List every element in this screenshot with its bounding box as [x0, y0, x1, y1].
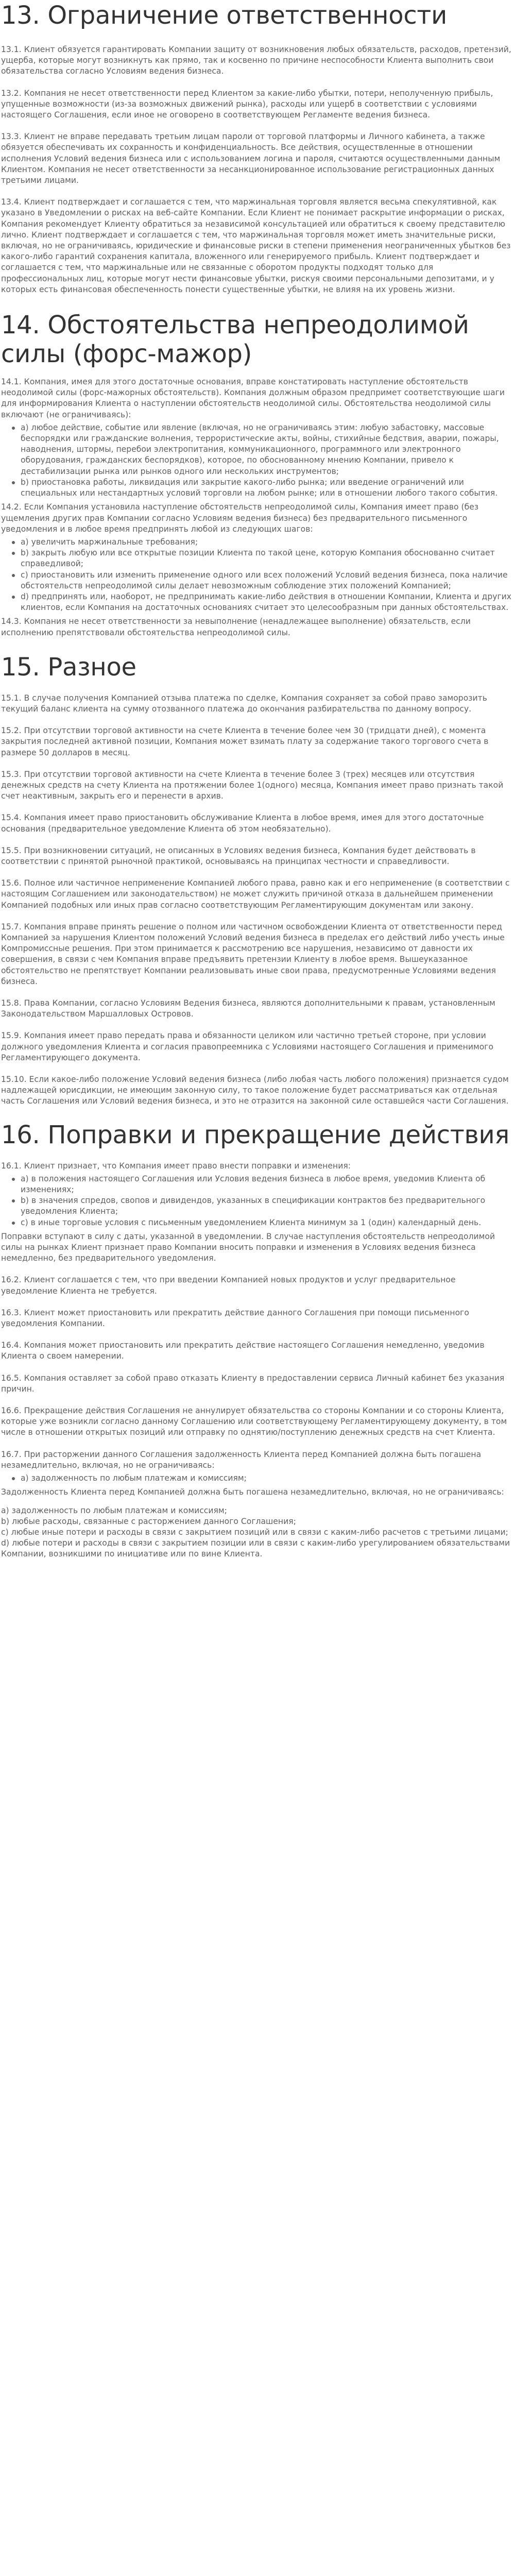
clause-16-2: 16.2. Клиент соглашается с тем, что при введении Компанией новых продуктов и услуг предварительное уведомление Клиента не требуется. — [1, 1275, 456, 1296]
clause-15-8: 15.8. Права Компании, согласно Условиям Ведения бизнеса, являются дополнительными к правам, установленным Законодательством Маршалловых Островов. — [1, 998, 495, 1019]
tail-item: d) любые потери и расходы в связи с закрытием позиции или в связи с каким-либо урегулированием обязательствами Компании, возникшими по инициативе или по вине Клиента. — [1, 1538, 510, 1559]
clause-14-3: 14.3. Компания не несет ответственности за невыполнение (ненадлежащее выполнение) обязательств, если исполнению препятствовали обстоятельства непреодолимой силы. — [1, 617, 471, 637]
list-item: b) в значения спредов, свопов и дивидендов, указанных в спецификации контрактов без предварительного уведомления Клиента; — [21, 1195, 513, 1217]
tail-item: b) любые расходы, связанные с расторжением данного Соглашения; — [1, 1516, 296, 1526]
section-14-title: 14. Обстоятельства непреодолимой силы (форс-мажор) — [1, 311, 469, 369]
list-item: a) в положения настоящего Соглашения или Условия ведения бизнеса в любое время, уведомив Клиента об изменениях; — [21, 1174, 513, 1195]
clause-16-1: 16.1. Клиент признает, что Компания имеет право внести поправки и изменения: — [1, 1161, 351, 1171]
clause-16-7: 16.7. При расторжении данного Соглашения задолженность Клиента перед Компанией должна быть погашена незамедлительно, включая, но не ограничиваясь: — [1, 1449, 482, 1470]
section-13 — [1, 1, 513, 295]
section-16-title: 16. Поправки и прекращение действия — [1, 1120, 510, 1149]
clause-16-7-tail — [1, 1487, 513, 1560]
clause-16-1-after: Поправки вступают в силу с даты, указанной в уведомлении. В случае наступления обстоятельств непреодолимой силы на рынках Клиент признает право Компании вносить поправки и изменения в Условиях ведения бизнеса немедленно, без предварительного уведомления. — [1, 1231, 495, 1263]
clause-15-10: 15.10. Если какое-либо положение Условий ведения бизнеса (либо любая часть любого положения) признается судом надлежащей юрисдикции, не имеющим законную силу, то такое положение будет рассматриваться как отдельная часть Соглашения или Условий ведения бизнеса, и это не отразится на законной силе оставшейся части Соглашения. — [1, 1075, 509, 1106]
clause-14-1-list — [1, 422, 513, 499]
list-item: a) увеличить маржинальные требования; — [21, 537, 513, 548]
clause-13-2: 13.2. Компания не несет ответственности перед Клиентом за какие-либо убытки, потери, неполученную прибыль, упущенные возможности (из-за возможных движений рынка), расходы или ущерб в соответствии с условиями настоящего Соглашения, если иное не оговорено в соответствующем Регламенте ведения бизнеса. — [1, 88, 493, 120]
clause-13-4: 13.4. Клиент подтверждает и соглашается с тем, что маржинальная торговля является весьма спекулятивной, как указано в Уведомлении о рисках на веб-сайте Компании. Если Клиент не понимает раскрытие информации о рисках, Компания рекомендует Клиенту обратиться за независимой консультацией или обратиться к своему представителю лично. Клиент подтверждает и соглашается с тем, что маржинальная торговля может иметь значительные риски, включая, но не ограничиваясь, юридические и финансовые риски в степени применения неограниченных убытков без какого-либо гарантий сохранения капитала, вложенного или генерируемого прибыль. Клиент подтверждает и соглашается с тем, что маржинальные или не связанные с оборотом продукты подходят только для профессиональных лиц, которые могут нести финансовые убытки, рискуя своими персональными депозитами, и у которых есть финансовая обеспеченность понести существенные убытки, не влияя на их уровень жизни. — [1, 197, 511, 294]
tail-item: a) задолженность по любым платежам и комиссиям; — [1, 1505, 227, 1515]
clause-13-1: 13.1. Клиент обязуется гарантировать Компании защиту от возникновения любых обязательств, расходов, претензий, ущерба, которые могут возникнуть как прямо, так и косвенно по причине неспособности Клиента выполнить свои обязательства согласно Условиям ведения бизнеса. — [1, 45, 511, 76]
list-item: c) приостановить или изменить применение одного или всех положений Условий ведения бизнеса, пока наличие обстоятельств непреодолимой силы делает невозможным соблюдение этих положений Компанией; — [21, 570, 513, 591]
list-item: a) задолженность по любым платежам и комиссиям; — [21, 1473, 513, 1484]
clause-15-1: 15.1. В случае получения Компанией отзыва платежа по сделке, Компания сохраняет за собой право заморозить текущий баланс клиента на сумму отозванного платежа до окончания разбирательства по данному вопросу. — [1, 693, 487, 714]
list-item: d) предпринять или, наоборот, не предпринимать какие-либо действия в отношении Компании, Клиента и других клиентов, если Компания на достаточных основаниях считает это целесообразным при данных обстоятельствах. — [21, 591, 513, 613]
clause-14-2-list — [1, 537, 513, 613]
legal-document — [0, 1, 515, 1560]
list-item: b) закрыть любую или все открытые позиции Клиента по такой цене, которую Компания обоснованно считает справедливой; — [21, 548, 513, 569]
section-14 — [1, 311, 513, 638]
clause-14-1: 14.1. Компания, имея для этого достаточные основания, вправе констатировать наступление обстоятельств неодолимой силы (форс-мажорных обстоятельств). Компания должным образом предпримет соответствующие шаги для информирования Клиента о наступлении обстоятельств неодолимой силы. Обстоятельства неодолимой силы включают (не ограничиваясь): — [1, 377, 505, 419]
clause-15-5: 15.5. При возникновении ситуаций, не описанных в Условиях ведения бизнеса, Компания будет действовать в соответствии с принятой рыночной практикой, основываясь на принципах честности и справедливости. — [1, 845, 476, 866]
clause-15-3: 15.3. При отсутствии торговой активности на счете Клиента в течение более 3 (трех) месяцев или отсутствия денежных средств на счету Клиента на протяжении более 1(одного) месяца, Компания имеет право признать такой счет неактивным, закрыть его и перенести в архив. — [1, 769, 504, 801]
section-16 — [1, 1121, 513, 1560]
clause-16-5: 16.5. Компания оставляет за собой право отказать Клиенту в предоставлении сервиса Личный кабинет без указания причин. — [1, 1373, 505, 1394]
clause-15-6: 15.6. Полное или частичное неприменение Компанией любого права, равно как и его неприменение (в соответствии с настоящим Соглашением или законодательством) не может служить причиной отказа в дальнейшем применении Компанией подобных или иных прав согласно соответствующим Регламентирующим документам или закону. — [1, 878, 510, 910]
clause-16-1-list — [1, 1174, 513, 1228]
list-item: а) любое действие, событие или явление (включая, но не ограничиваясь этим: любую забастовку, массовые беспорядки или гражданские волнения, террористические акты, войны, стихийные бедствия, аварии, пожары, наводнения, штормы, перебои электропитания, коммуникационного, программного или электронного оборудования, гражданских беспорядков), которое, по обоснованному мнению Компании, привело к дестабилизации рынка или рынков одного или нескольких инструментов; — [21, 422, 513, 477]
clause-15-4: 15.4. Компания имеет право приостановить обслуживание Клиента в любое время, имея для этого достаточные основания (предварительное уведомление Клиента об этом необязательно). — [1, 813, 484, 834]
clause-14-2: 14.2. Если Компания установила наступление обстоятельств непреодолимой силы, Компания имеет право (без ущемления других прав Компании согласно Условиям ведения бизнеса) без предварительного письменного уведомления и в любое время предпринять любой из следующих шагов: — [1, 502, 479, 534]
tail-text: Задолженность Клиента перед Компанией должна быть погашена незамедлительно, включая, но не ограничиваясь: — [1, 1487, 504, 1497]
clause-15-9: 15.9. Компания имеет право передать права и обязанности целиком или частично третьей стороне, при условии должного уведомления Клиента и согласия правопреемника с Условиями настоящего Соглашения и применимого Регламентирующего документа. — [1, 1031, 493, 1062]
clause-15-7: 15.7. Компания вправе принять решение о полном или частичном освобождении Клиента от ответственности перед Компанией за нарушения Клиентом положений Условий ведения бизнеса в пределах его действий либо учесть иные Компромиссные решения. При этом принимается к рассмотрению все нарушения, независимо от давности их совершения, в связи с чем Компания вправе предъявить претензии Клиенту в любое время. Вышеуказанное обстоятельство не препятствует Компании реализовывать иные свои права, предусмотренные Условиями ведения бизнеса. — [1, 922, 505, 986]
clause-16-3: 16.3. Клиент может приостановить или прекратить действие данного Соглашения при помощи письменного уведомления Компании. — [1, 1308, 469, 1329]
tail-item: c) любые иные потери и расходы в связи с закрытием позиций или в связи с каким-либо расчетов с третьими лицами; — [1, 1527, 508, 1537]
section-15-title: 15. Разное — [1, 652, 136, 682]
list-item: c) в иные торговые условия с письменным уведомлением Клиента минимум за 1 (один) календарный день. — [21, 1217, 513, 1228]
section-13-title: 13. Ограничение ответственности — [1, 1, 447, 30]
clause-16-6: 16.6. Прекращение действия Соглашения не аннулирует обязательства со стороны Компании и со стороны Клиента, которые уже возникли согласно данному Соглашению или соответствующему Регламентирующему документу, в том числе в отношении открытых позиций или отправку по однятию/поступлению денежных средств на счет Клиента. — [1, 1406, 507, 1437]
clause-15-2: 15.2. При отсутствии торговой активности на счете Клиента в течение более чем 30 (тридцати дней), с момента закрытия последней активной позиции, Компания может взимать плату за содержание такого торгового счета в размере 50 долларов в месяц. — [1, 726, 489, 757]
list-item: b) приостановка работы, ликвидация или закрытие какого-либо рынка; или введение ограничений или специальных или нестандартных условий торговли на любом рынке; или в отношении любого такого события. — [21, 477, 513, 499]
clause-16-7-list — [1, 1473, 513, 1484]
section-15 — [1, 653, 513, 1107]
clause-16-4: 16.4. Компания может приостановить или прекратить действие настоящего Соглашения немедленно, уведомив Клиента о своем намерении. — [1, 1341, 485, 1361]
clause-13-3: 13.3. Клиент не вправе передавать третьим лицам пароли от торговой платформы и Личного кабинета, а также обязуется обеспечивать их сохранность и конфиденциальность. Все действия, осуществленные в отношении исполнения Условий ведения бизнеса или с использованием логина и пароля, считаются осуществленными данным Клиентом. Компания не несет ответственности за несанкционированное использование регистрационных данных третьими лицами. — [1, 132, 501, 185]
